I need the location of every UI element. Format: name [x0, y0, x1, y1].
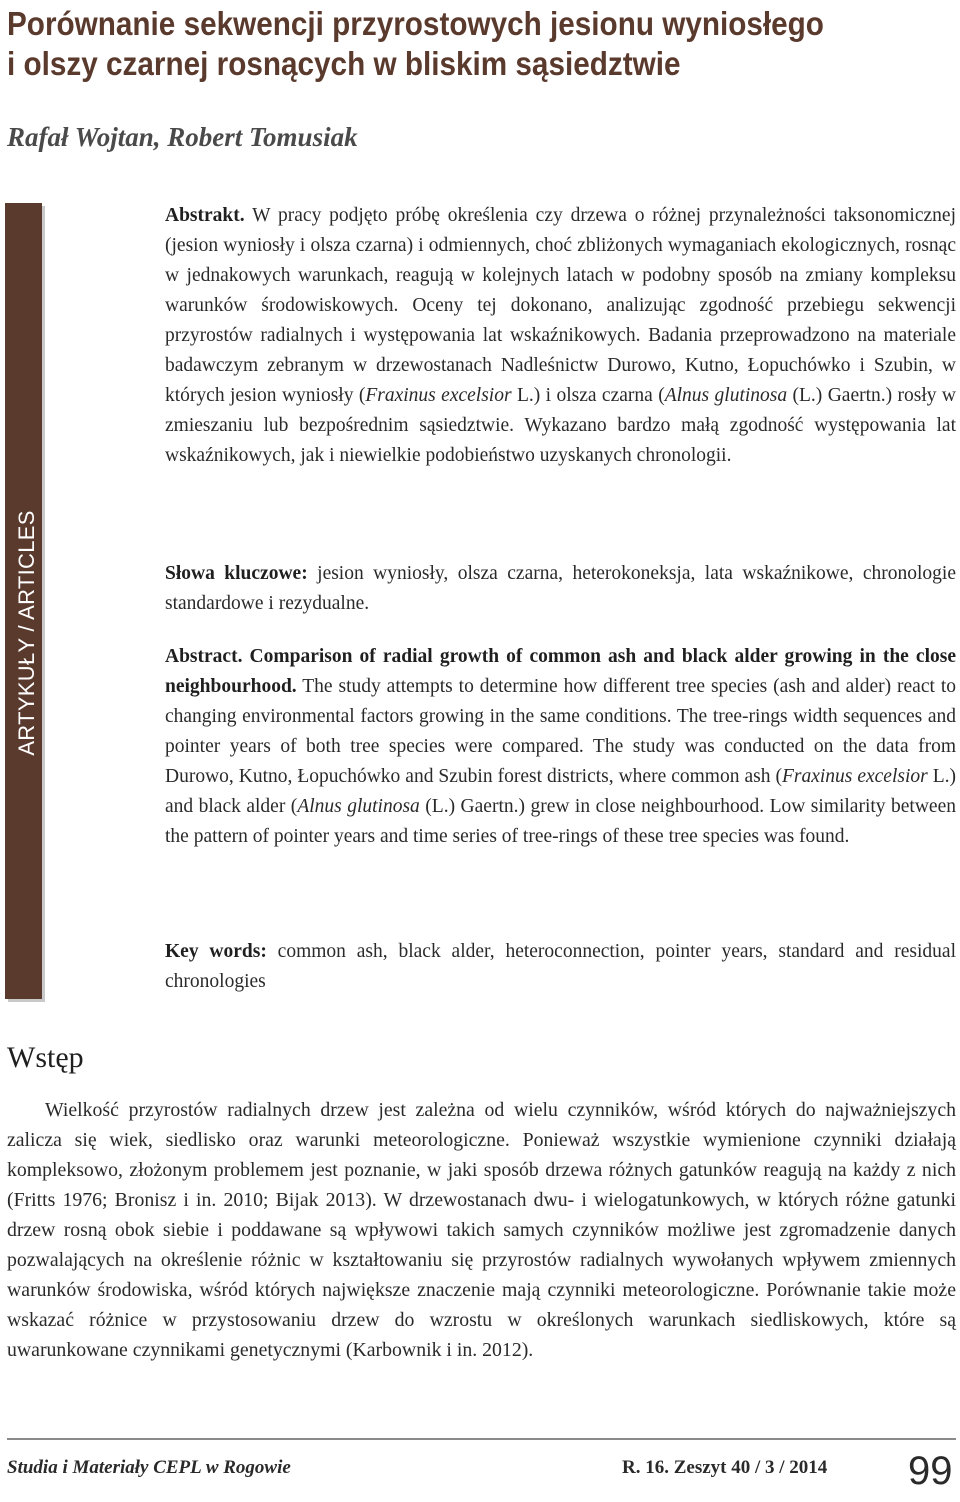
keywords-english-text: common ash, black alder, heteroconnection, pointer years, standard and residual chronologies [165, 941, 956, 992]
keywords-english-label: Key words: [165, 941, 267, 962]
keywords-polish-text: jesion wyniosły, olsza czarna, heterokoneksja, lata wskaźnikowe, chronologie standardowe i rezydualne. [165, 563, 956, 614]
section-sidebar-band [5, 203, 42, 999]
introduction-paragraph: Wielkość przyrostów radialnych drzew jest zależna od wielu czynników, wśród których do najważniejszych zalicza się wiek, siedlisko oraz warunki meteorologiczne. Ponieważ wszystkie wymienione czynniki działają kompleksowo, złożonym problemem jest poznanie, w jaki sposób drzewa różnych gatunków reagują na każdy z nich (Fritts 1976; Bronisz i in. 2010; Bijak 2013). W drzewostanach dwu- i wielogatunkowych, w których różne gatunki drzew rosną obok siebie i poddawane są wpływowi takich samych czynników możliwe jest zgromadzenie danych pozwalających na określenie różnic w kształtowaniu się przyrostów radialnych wywołanych wpływem zmiennych warunków środowiska, wśród których największe znaczenie mają czynniki meteorologiczne. Porównanie takie może wskazać różnice w przystosowaniu drzew do wzrostu w określonych warunkach siedliskowych, które są uwarunkowane czynnikami genetycznymi (Karbownik i in. 2012). [7, 1099, 956, 1361]
abstract-polish-text-3: (L.) Gaertn.) rosły w zmieszaniu lub bezpośrednim sąsiedztwie. Wykazano bardzo małą zgodność występowania lat wskaźnikowych, jak i niewielkie podobieństwo uzyskanych chronologii. [165, 385, 957, 466]
sidebar-label: ARTYKUŁY / ARTICLES [14, 510, 39, 756]
abstract-english-species-alder: Alnus glutinosa [297, 796, 420, 817]
abstract-english-species-ash: Fraxinus excelsior [781, 766, 928, 787]
abstract-polish-label: Abstrakt. [165, 205, 245, 226]
abstract-polish-text: W pracy podjęto próbę określenia czy drzewa o różnej przynależności taksonomicznej (jesion wyniosły i olsza czarna) i odmiennych, choć zbliżonych wymaganiach ekologicznych, rosnąc w jednakowych warunkach, reagują w kolejnych latach w podobny sposób na zmiany kompleksu warunków środowiskowych. Oceny tej dokonano, analizując zgodność przebiegu sekwencji przyrostów radialnych i występowania lat wskaźnikowych. Badania przeprowadzono na materiale badawczym zebranym w drzewostanach Nadleśnictw Durowo, Kutno, Łopuchówko i Szubin, w których jesion wyniosły ( [165, 205, 956, 406]
page-number: 99 [908, 1449, 953, 1493]
abstract-english-text: The study attempts to determine how different tree species (ash and alder) react to changing environmental factors growing in the same conditions. The tree-rings width sequences and pointer years of both tree species were compared. The study was conducted on the data from Durowo, Kutno, Łopuchówko and Szubin forest districts, where common ash ( [165, 676, 956, 787]
footer-journal-name: Studia i Materiały CEPL w Rogowie [7, 1457, 291, 1478]
abstract-english [165, 642, 956, 852]
abstract-english-text-2: L.) and black alder ( [165, 766, 957, 817]
abstract-english-text-3: (L.) Gaertn.) grew in close neighbourhood. Low similarity between the pattern of pointer years and time series of tree-rings of these tree species was found. [165, 796, 956, 847]
article-title-line-2: i olszy czarnej rosnących w bliskim sąsiedztwie [7, 45, 681, 82]
abstract-english-label: Abstract. [165, 646, 243, 667]
abstract-polish-species-ash: Fraxinus excelsior [365, 385, 512, 406]
footer-divider [7, 1438, 956, 1440]
article-title-line-1: Porównanie sekwencji przyrostowych jesionu wyniosłego [7, 5, 824, 42]
keywords-polish [165, 559, 956, 619]
abstract-polish-species-alder: Alnus glutinosa [664, 385, 788, 406]
article-title [7, 4, 853, 84]
footer-issue-info: R. 16. Zeszyt 40 / 3 / 2014 [622, 1457, 828, 1478]
keywords-polish-label: Słowa kluczowe: [165, 563, 308, 584]
keywords-english [165, 937, 956, 997]
abstract-polish [165, 201, 956, 471]
abstract-english-title: Comparison of radial growth of common ash and black alder growing in the close neighbourhood. [165, 646, 956, 697]
section-heading-introduction: Wstęp [7, 1041, 84, 1074]
abstract-polish-text-2: L.) i olsza czarna ( [511, 385, 665, 406]
article-authors: Rafał Wojtan, Robert Tomusiak [7, 122, 358, 152]
